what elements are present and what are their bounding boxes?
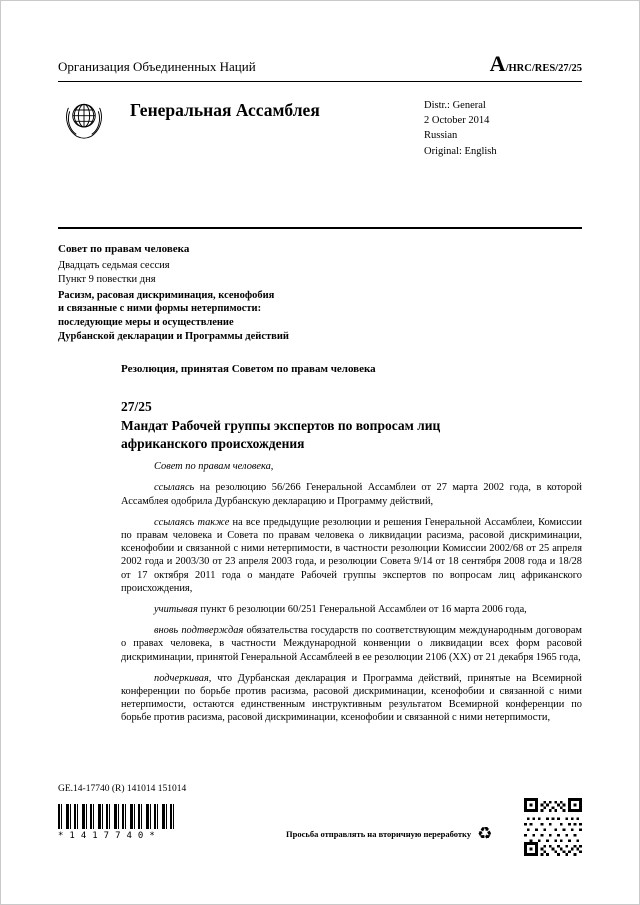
distr-block: [424, 98, 497, 159]
recycle-text: Просьба отправлять на вторичную переработку: [286, 829, 472, 839]
barcode-text: *1417740*: [58, 831, 161, 841]
barcode-block: [58, 804, 174, 841]
paragraph: [121, 603, 582, 616]
agenda-title-line: последующие меры и осуществление: [58, 316, 234, 328]
doc-symbol-letter: A: [489, 51, 506, 76]
agenda-title-line: Расизм, расовая дискриминация, ксенофобия: [58, 289, 275, 301]
paragraph-lead: ссылаясь: [154, 482, 195, 494]
paragraph-text: обязательства государств по соответствующим международным договорам о правах человека, в частности Международной конвенции о ликвидации всех форм расовой дискриминации, принятой Генеральной Ассамблеей в ее резолюции 2106 (XX) от 21 декабря 1965 года,: [121, 625, 583, 663]
distr-line: Distr.: General: [424, 100, 486, 111]
agenda-title: [58, 289, 582, 344]
paragraph: [121, 672, 582, 725]
resolution-block: [121, 363, 582, 725]
original-line: Original: English: [424, 145, 497, 157]
opening-line: Совет по правам человека,: [154, 461, 274, 473]
paragraph-lead: вновь подтверждая: [154, 625, 244, 637]
language-line: Russian: [424, 130, 458, 142]
date-line: 2 October 2014: [424, 115, 490, 127]
paragraph-lead: подчеркивая: [154, 672, 209, 684]
footer-row: [58, 798, 582, 870]
doc-symbol: [490, 51, 582, 77]
paragraph-text: , что Дурбанская декларация и Программа действий, принятые на Всемирной конференции по борьбе против расизма, расовой дискриминации, ксенофобии и связанной с ними нетерпимости, остаются единственным инструктивным результатом Всемирной конференции по борьбе против расизма, расовой дискриминации, ксенофобии и связанной с ними нетерпимости,: [121, 672, 582, 724]
footer: [58, 784, 582, 870]
masthead-heavy-rule: [58, 227, 582, 229]
doc-symbol-rest: /HRC/RES/27/25: [505, 63, 582, 74]
barcode: [58, 804, 174, 829]
assembly-title: Генеральная Ассамблея: [130, 100, 320, 120]
un-emblem-icon: [58, 94, 110, 151]
resolution-title: Мандат Рабочей группы экспертов по вопросам лиц африканского происхождения: [121, 418, 441, 451]
paragraph-lead: ссылаясь также: [154, 516, 230, 528]
recycle-icon: ♻: [477, 824, 493, 844]
masthead-top-row: [58, 51, 582, 77]
masthead-body: [58, 82, 582, 227]
session-line: Двадцать седьмая сессия: [58, 260, 170, 272]
agenda-title-line: Дурбанской декларации и Программы действий: [58, 330, 289, 342]
resolution-heading: Резолюция, принятая Советом по правам человека: [121, 363, 376, 376]
paragraph: [121, 624, 582, 664]
agenda-title-line: и связанные с ними формы нетерпимости:: [58, 303, 262, 315]
ge-document-code: GE.14-17740 (R) 141014 151014: [58, 784, 187, 794]
org-name: Организация Объединенных Наций: [58, 59, 256, 74]
council-name: Совет по правам человека: [58, 243, 190, 255]
paragraph-lead: учитывая: [154, 604, 198, 616]
qr-code: [524, 798, 582, 861]
session-section: [58, 242, 582, 343]
paragraph-text: на резолюцию 56/266 Генеральной Ассамблеи от 27 марта 2002 года, в которой Ассамблея одобрила Дурбанскую декларацию и Программу действий,: [121, 482, 582, 507]
resolution-number: 27/25: [121, 399, 152, 415]
paragraph-text: пункт 6 резолюции 60/251 Генеральной Ассамблеи от 16 марта 2006 года,: [197, 604, 527, 616]
agenda-item-line: Пункт 9 повестки дня: [58, 273, 156, 285]
recycle-notice: [286, 824, 492, 844]
paragraph: [121, 481, 582, 507]
paragraph: [121, 516, 582, 595]
paragraph-text: на все предыдущие резолюции и решения Генеральной Ассамблеи, Комиссии по правам человека и Совета по правам человека о ликвидации расизма, расовой дискриминации, ксенофобии и связанной с ними нетерпимости, в частности резолюции Комиссии 2002/68 от 25 апреля 2002 года и 2003/30 от 23 апреля 2003 года, и резолюции Совета 9/14 от 18 сентября 2008 года и 18/28 от 17 октября 2011 года о мандате Рабочей группы экспертов по вопросам лиц африканского происхождения,: [121, 516, 582, 594]
